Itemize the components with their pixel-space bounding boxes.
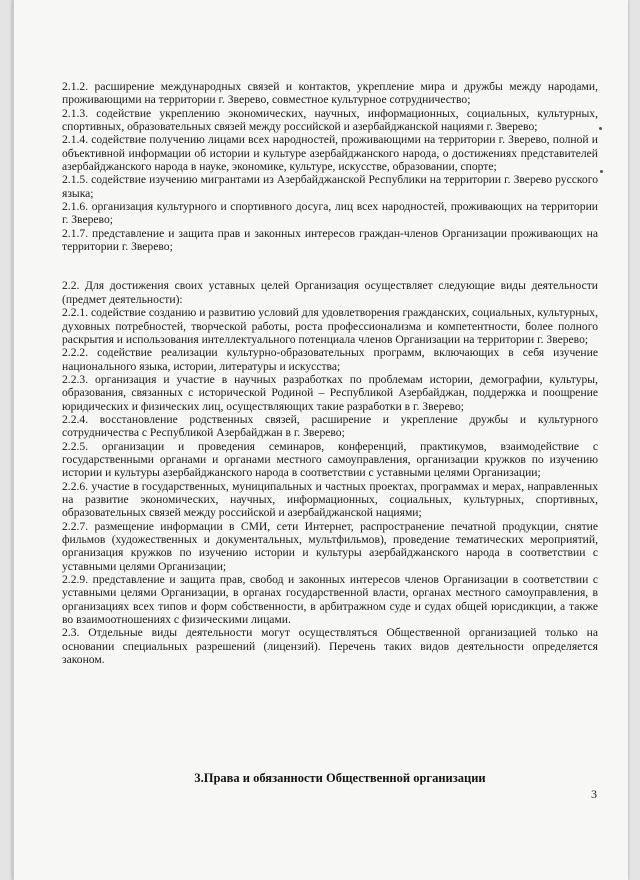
scan-speck — [600, 170, 603, 173]
paragraph-2-2-9: 2.2.9. представление и защита прав, свобод и законных интересов членов Организации в соответствии с уставными целями Организации, в органах государственной власти, органах местного самоуправления, в организациях всех типов и форм собственности, в арбитражном суде и судах общей юрисдикции, а также во взаимоотношениях с физическими лицами. — [62, 573, 598, 627]
document-body — [62, 80, 598, 666]
paragraph-spacer — [62, 253, 598, 279]
paragraph-2-2-4: 2.2.4. восстановление родственных связей, расширение и укрепление дружбы и культурного сотрудничества с Республикой Азербайджан в г. Зверево; — [62, 412, 598, 440]
paragraph-2-1-4: 2.1.4. содействие получению лицами всех народностей, проживающими на территории г. Зверево, полной и объективной информации об истории и культуре азербайджанского народа, о достижениях представителей азербайджанского народа в науке, экономике, культуре, искусстве, образовании, спорте; — [62, 133, 598, 174]
paragraph-2-2-5: 2.2.5. организации и проведения семинаров, конференций, практикумов, взаимодействие с государственными органами и органами местного самоуправления, организации кружков по изучению истории и культуры азербайджанского народа в соответствии с уставными целями Организации; — [62, 439, 598, 480]
paragraph-2-3: 2.3. Отдельные виды деятельности могут осуществляться Общественной организацией только на основании специальных разрешений (лицензий). Перечень таких видов деятельности определяется законом. — [62, 626, 598, 667]
paragraph-2-1-2: 2.1.2. расширение международных связей и контактов, укрепление мира и дружбы между народами, проживающими на территории г. Зверево, совместное культурное сотрудничество; — [62, 80, 598, 107]
page-edge — [12, 0, 14, 880]
section-heading: 3.Права и обязанности Общественной организации — [194, 771, 486, 785]
paragraph-2-2-3: 2.2.3. организация и участие в научных разработках по проблемам истории, демографии, культуры, образования, связанных с исторической Родиной – Республикой Азербайджан, поддержка и поощрение юридических и физических лиц, осуществляющих такие разработки в г. Зверево; — [62, 372, 598, 413]
page-number: 3 — [591, 787, 597, 801]
scan-speck — [599, 127, 602, 130]
paragraph-2-2-7: 2.2.7. размещение информации в СМИ, сети Интернет, распространение печатной продукции, снятие фильмов (художественных и документальных, мультфильмов), проведение тематических мероприятий, организация кружков по изучению истории и культуры азербайджанского народа в соответствии с уставными целями Организации; — [62, 519, 598, 573]
paragraph-2-2: 2.2. Для достижения своих уставных целей Организация осуществляет следующие виды деятельности (предмет деятельности): — [62, 279, 598, 306]
paragraph-2-1-3: 2.1.3. содействие укреплению экономических, научных, информационных, социальных, культурных, спортивных, образовательных связей между российской и азербайджанской нациями г. Зверево; — [62, 106, 598, 134]
paragraph-2-2-1: 2.2.1. содействие созданию и развитию условий для удовлетворения гражданских, социальных, культурных, духовных потребностей, творческой работы, роста профессионализма и компетентности, более полного раскрытия и использования интеллектуального потенциала членов Организации на территории г. Зверево; — [62, 306, 598, 346]
paragraph-2-2-6: 2.2.6. участие в государственных, муниципальных и частных проектах, программах и мерах, направленных на развитие экономических, научных, информационных, социальных, культурных, спортивных, образовательных связей между российской и азербайджанской нациями; — [62, 479, 598, 520]
paragraph-2-2-2: 2.2.2. содействие реализации культурно-образовательных программ, включающих в себя изучение национального языка, истории, литературы и искусства; — [62, 346, 598, 373]
paragraph-2-1-7: 2.1.7. представление и защита прав и законных интересов граждан-членов Организации проживающих на территории г. Зверево; — [62, 226, 598, 254]
paragraph-2-1-5: 2.1.5. содействие изучению мигрантами из Азербайджанской Республики на территории г. Зверево русского языка; — [62, 173, 598, 200]
paragraph-2-1-6: 2.1.6. организация культурного и спортивного досуга, лиц всех народностей, проживающих на территории г. Зверево; — [62, 200, 598, 227]
